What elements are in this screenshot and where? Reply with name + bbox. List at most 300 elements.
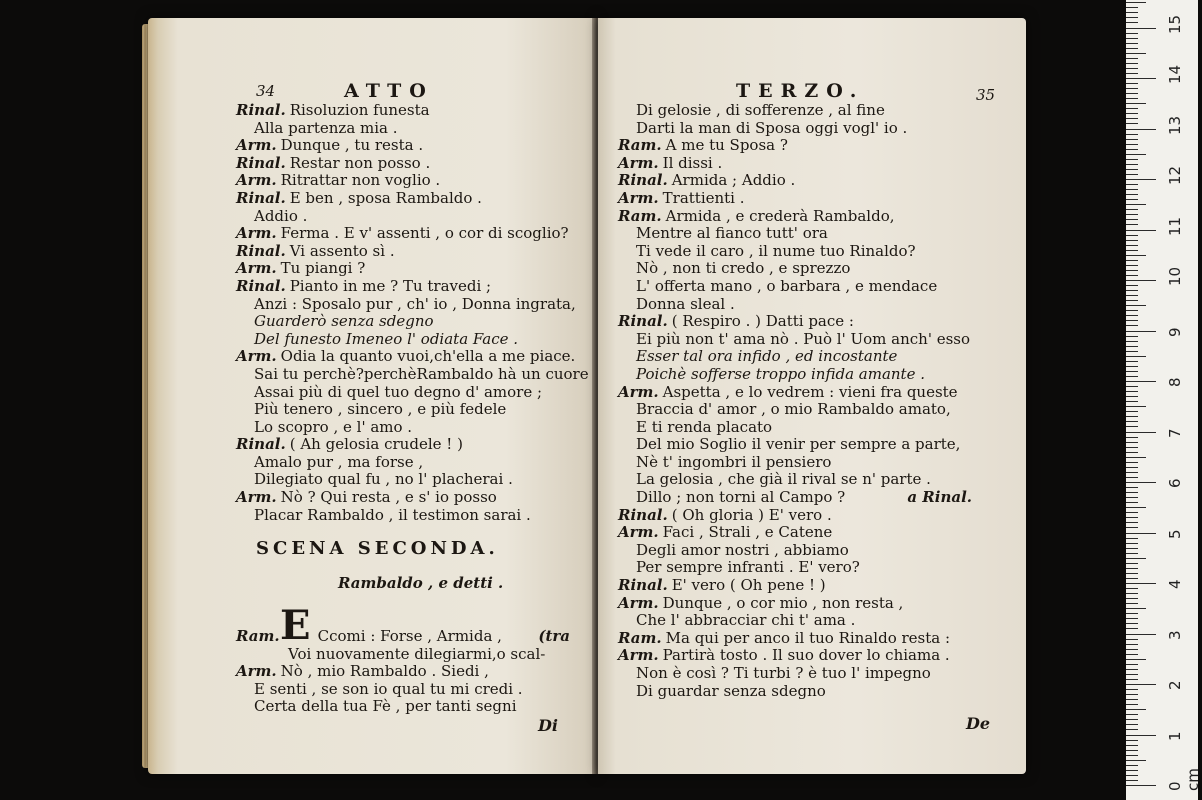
ruler-tick	[1126, 43, 1138, 44]
text-line	[618, 665, 978, 683]
ruler-tick	[1126, 199, 1138, 200]
speaker-label: Arm.	[618, 593, 659, 612]
ruler-tick	[1126, 224, 1138, 225]
text-line	[618, 208, 978, 226]
text-line	[236, 120, 576, 138]
speaker-label: Arm.	[618, 188, 659, 207]
ruler-tick	[1126, 17, 1138, 18]
text-line	[618, 137, 978, 155]
ruler-tick	[1126, 477, 1138, 478]
ruler-tick	[1126, 543, 1138, 544]
text-line	[236, 331, 576, 349]
text-line	[236, 698, 576, 716]
left-running-head: ATTO	[344, 80, 434, 102]
right-catchword: De	[966, 714, 991, 733]
text-line	[618, 471, 978, 489]
line-text: Del mio Soglio il venir per sempre a parte,	[636, 435, 961, 454]
text-line	[618, 296, 978, 314]
ruler-tick	[1126, 376, 1138, 377]
ruler-tick	[1126, 113, 1138, 114]
ruler-tick	[1126, 618, 1138, 619]
ruler-tick	[1126, 149, 1138, 150]
line-text: Poichè sofferse troppo infida amante .	[636, 364, 925, 383]
line-text: La gelosia , che già il rival se n' parte .	[636, 470, 931, 489]
line-text: Che l' abbracciar chi t' ama .	[636, 611, 856, 630]
ruler-tick	[1126, 331, 1156, 332]
margin-note: a Rinal.	[907, 488, 972, 507]
text-line	[236, 172, 576, 190]
left-text-block	[236, 101, 589, 524]
ruler-label: 1	[1166, 730, 1184, 741]
line-text: Nò , mio Rambaldo . Siedi ,	[280, 662, 489, 681]
text-line	[236, 313, 576, 331]
ruler-tick	[1126, 684, 1156, 685]
ruler-tick	[1126, 482, 1156, 483]
line-text: Dunque , tu resta .	[280, 136, 424, 155]
ruler-tick	[1126, 341, 1138, 342]
ruler-tick	[1126, 295, 1138, 296]
ruler-tick	[1126, 770, 1138, 771]
ruler-tick	[1126, 472, 1138, 473]
line-text: Faci , Strali , e Catene	[662, 523, 833, 542]
ruler-tick	[1126, 644, 1138, 645]
right-text-block	[618, 102, 978, 700]
left-page-number: 34	[256, 82, 276, 100]
ruler-tick	[1126, 745, 1138, 746]
line-text: ( Oh gloria ) E' vero .	[671, 505, 832, 524]
ruler-tick	[1126, 260, 1138, 261]
ruler-tick	[1126, 664, 1138, 665]
speaker-label: Ram.	[618, 628, 662, 647]
ruler-tick	[1126, 649, 1138, 650]
speaker-label: Rinal.	[618, 171, 668, 190]
ruler-tick	[1126, 336, 1138, 337]
ruler-tick	[1126, 154, 1146, 155]
text-line	[618, 331, 978, 349]
ruler-tick	[1126, 406, 1146, 407]
ruler-tick	[1126, 174, 1138, 175]
ruler-tick	[1126, 401, 1138, 402]
ruler-tick	[1126, 58, 1138, 59]
right-running-head: TERZO.	[736, 80, 865, 102]
line-text: Odia la quanto vuoi,ch'ella a me piace.	[280, 347, 576, 366]
ruler-label: 3	[1166, 629, 1184, 640]
ruler-tick	[1126, 598, 1138, 599]
speaker-label: Ram.	[236, 627, 280, 645]
line-text: Ti vede il caro , il nume tuo Rinaldo?	[636, 241, 916, 260]
ruler-tick	[1126, 351, 1138, 352]
speaker-label: Arm.	[618, 523, 659, 542]
ruler-tick	[1126, 68, 1138, 69]
ruler-tick	[1126, 290, 1138, 291]
text-line	[618, 243, 978, 261]
text-line	[618, 630, 978, 648]
ruler-label: 5	[1166, 528, 1184, 539]
ruler-tick	[1126, 98, 1138, 99]
ruler-tick	[1126, 553, 1138, 554]
text-line	[236, 102, 576, 120]
text-line	[618, 225, 978, 243]
line-text: Ccomi : Forse , Armida ,	[317, 627, 502, 645]
measurement-ruler	[1126, 0, 1202, 800]
ruler-tick	[1126, 250, 1138, 251]
ruler-tick	[1126, 719, 1138, 720]
ruler-tick	[1126, 467, 1138, 468]
speaker-label: Arm.	[618, 382, 659, 401]
text-line	[236, 419, 576, 437]
speaker-label: Rinal.	[236, 188, 286, 207]
ruler-tick	[1126, 462, 1138, 463]
text-line	[236, 296, 576, 314]
ruler-tick	[1126, 22, 1138, 23]
line-text: ( Respiro . ) Datti pace :	[671, 312, 854, 331]
ruler-tick	[1126, 48, 1138, 49]
line-text: Sai tu perchè?perchèRambaldo hà un cuore	[254, 364, 589, 383]
line-text: Esser tal ora infido , ed incostante	[636, 347, 898, 366]
ruler-tick	[1126, 209, 1138, 210]
ruler-label: 15	[1166, 14, 1184, 34]
text-line	[618, 102, 978, 120]
margin-note: (tra	[538, 627, 570, 645]
text-line	[618, 577, 978, 595]
line-text: Tu piangi ?	[280, 259, 366, 278]
speaker-label: Arm.	[236, 171, 277, 190]
text-line	[618, 436, 978, 454]
ruler-tick	[1126, 457, 1146, 458]
text-line	[236, 507, 576, 525]
ruler-tick	[1126, 442, 1138, 443]
scene-text-block	[236, 628, 576, 716]
text-line	[236, 137, 576, 155]
text-line	[236, 454, 576, 472]
line-text: Ritrattar non voglio .	[280, 171, 441, 190]
ruler-tick	[1126, 533, 1156, 534]
ruler-tick	[1126, 315, 1138, 316]
text-line	[236, 208, 576, 226]
ruler-tick	[1126, 487, 1138, 488]
speaker-label: Arm.	[236, 662, 277, 681]
ruler-tick	[1126, 386, 1138, 387]
ruler-tick	[1126, 2, 1146, 3]
text-line	[618, 595, 978, 613]
line-text: E ti renda placato	[636, 417, 773, 436]
line-text: Il dissi .	[662, 153, 723, 172]
ruler-tick	[1126, 33, 1138, 34]
text-line	[236, 260, 576, 278]
text-line	[618, 419, 978, 437]
speaker-label: Arm.	[236, 224, 277, 243]
ruler-tick	[1126, 270, 1138, 271]
ruler-tick	[1126, 240, 1138, 241]
ruler-tick	[1126, 517, 1138, 518]
line-text: Partirà tosto . Il suo dover lo chiama .	[662, 646, 950, 665]
ruler-tick	[1126, 659, 1146, 660]
line-text: Ferma . E v' assenti , o cor di scoglio?	[280, 224, 569, 243]
text-line	[236, 471, 576, 489]
line-text: Ma qui per anco il tuo Rinaldo resta :	[665, 628, 951, 647]
line-text: Di gelosie , di sofferenze , al fine	[636, 101, 885, 119]
ruler-tick	[1126, 356, 1146, 357]
open-book	[148, 18, 1028, 778]
speaker-label: Rinal.	[618, 312, 668, 331]
text-line	[236, 646, 576, 664]
text-line	[236, 155, 576, 173]
ruler-tick	[1126, 28, 1156, 29]
ruler-label: 13	[1166, 115, 1184, 135]
text-line	[618, 278, 978, 296]
text-line	[618, 190, 978, 208]
line-text: Armida ; Addio .	[671, 171, 796, 190]
line-text: Restar non posso .	[289, 153, 431, 172]
speaker-label: Arm.	[618, 646, 659, 665]
scene-persons: Rambaldo , e detti .	[338, 574, 504, 592]
text-line	[618, 559, 978, 577]
ruler-tick	[1126, 593, 1138, 594]
text-line	[236, 364, 589, 384]
ruler-label: 10	[1166, 266, 1184, 286]
ruler-tick	[1126, 634, 1156, 635]
ruler-tick	[1126, 144, 1138, 145]
ruler-tick	[1126, 123, 1138, 124]
speaker-label: Rinal.	[618, 505, 668, 524]
text-line	[236, 190, 576, 208]
ruler-tick	[1126, 194, 1138, 195]
ruler-tick	[1126, 169, 1138, 170]
line-text: Per sempre infranti . E' vero?	[636, 558, 860, 577]
scene-title: SCENA SECONDA.	[256, 538, 499, 559]
ruler-tick	[1126, 346, 1138, 347]
ruler-label: 11	[1166, 216, 1184, 236]
line-text: Nè t' ingombri il pensiero	[636, 452, 832, 471]
text-line	[236, 681, 576, 699]
ruler-tick	[1126, 527, 1138, 528]
speaker-label: Ram.	[618, 136, 662, 155]
ruler-tick	[1126, 73, 1138, 74]
drop-cap: E	[280, 602, 311, 649]
line-text: Di guardar senza sdegno	[636, 681, 826, 700]
ruler-label: 7	[1166, 427, 1184, 438]
ruler-tick	[1126, 118, 1138, 119]
ruler-tick	[1126, 639, 1138, 640]
ruler-tick	[1126, 381, 1156, 382]
line-text: Nò ? Qui resta , e s' io posso	[280, 488, 497, 507]
ruler-tick	[1126, 310, 1138, 311]
text-line	[618, 260, 978, 278]
line-text: Lo scopro , e l' amo .	[254, 417, 413, 436]
line-text: Ei più non t' ama nò . Può l' Uom anch' esso	[636, 329, 971, 348]
ruler-tick	[1126, 432, 1156, 433]
ruler-tick	[1126, 603, 1138, 604]
ruler-tick	[1126, 699, 1138, 700]
text-line	[618, 507, 978, 525]
ruler-label: 6	[1166, 478, 1184, 488]
ruler-tick	[1126, 689, 1138, 690]
ruler-tick	[1126, 280, 1156, 281]
ruler-tick	[1126, 437, 1138, 438]
line-text: Amalo pur , ma forse ,	[254, 452, 424, 471]
text-line	[236, 348, 576, 366]
speaker-label: Arm.	[618, 153, 659, 172]
ruler-tick	[1126, 497, 1138, 498]
ruler-tick	[1126, 159, 1138, 160]
ruler-tick	[1126, 93, 1138, 94]
text-line	[236, 225, 576, 243]
ruler-tick	[1126, 12, 1138, 13]
ruler-tick	[1126, 83, 1138, 84]
ruler-tick	[1126, 426, 1138, 427]
ruler-tick	[1126, 740, 1138, 741]
line-text: E senti , se son io qual tu mi credi .	[254, 679, 523, 698]
ruler-tick	[1126, 538, 1138, 539]
ruler-tick	[1126, 578, 1138, 579]
text-line	[618, 683, 978, 701]
line-text: Certa della tua Fè , per tanti segni	[254, 697, 517, 716]
ruler-label: 2	[1166, 680, 1184, 690]
text-line	[618, 120, 978, 138]
ruler-tick	[1126, 785, 1156, 786]
ruler-tick	[1126, 780, 1138, 781]
ruler-label: 9	[1166, 326, 1184, 337]
line-text: E ben , sposa Rambaldo .	[289, 188, 482, 207]
speaker-label: Rinal.	[236, 276, 286, 295]
line-text: Dunque , o cor mio , non resta ,	[662, 593, 904, 612]
ruler-tick	[1126, 265, 1138, 266]
text-line	[618, 401, 978, 419]
line-text: Più tenero , sincero , e più fedele	[254, 400, 507, 419]
line-text: A me tu Sposa ?	[665, 136, 788, 155]
line-text: Vi assento sì .	[289, 241, 395, 260]
ruler-tick	[1126, 735, 1156, 736]
speaker-label: Ram.	[618, 206, 662, 225]
ruler-tick	[1126, 573, 1138, 574]
ruler-tick	[1126, 563, 1138, 564]
ruler-tick	[1126, 568, 1138, 569]
ruler-tick	[1126, 714, 1138, 715]
ruler-tick	[1126, 704, 1138, 705]
ruler-label: 14	[1166, 64, 1184, 84]
ruler-tick	[1126, 447, 1138, 448]
line-text: Placar Rambaldo , il testimon sarai .	[254, 505, 531, 524]
ruler-tick	[1126, 108, 1138, 109]
text-line	[236, 489, 576, 507]
ruler-tick	[1126, 214, 1138, 215]
text-line	[618, 366, 978, 384]
ruler-tick	[1126, 391, 1138, 392]
ruler-tick	[1126, 134, 1138, 135]
ruler-tick	[1126, 623, 1138, 624]
line-text: Nò , non ti credo , e sprezzo	[636, 259, 851, 278]
ruler-tick	[1126, 235, 1138, 236]
ruler-tick	[1126, 305, 1146, 306]
ruler-tick	[1126, 325, 1138, 326]
ruler-tick	[1126, 285, 1138, 286]
ruler-tick	[1126, 709, 1146, 710]
text-line	[236, 628, 576, 646]
speaker-label: Rinal.	[236, 101, 286, 119]
line-text: Voi nuovamente dilegiarmi,o scal-	[288, 644, 546, 663]
ruler-tick	[1126, 765, 1138, 766]
line-text: Armida , e crederà Rambaldo,	[665, 206, 895, 225]
ruler-tick	[1126, 38, 1138, 39]
ruler-tick	[1126, 628, 1138, 629]
text-line	[618, 489, 978, 507]
ruler-tick	[1126, 88, 1138, 89]
ruler-tick	[1126, 694, 1138, 695]
ruler-tick	[1126, 452, 1138, 453]
text-line	[236, 663, 576, 681]
ruler-tick	[1126, 129, 1156, 130]
line-text: Risoluzion funesta	[289, 101, 430, 119]
ruler-tick	[1126, 502, 1138, 503]
speaker-label: Rinal.	[236, 241, 286, 260]
ruler-tick	[1126, 411, 1138, 412]
line-text: E' vero ( Oh pene ! )	[671, 576, 826, 595]
speaker-label: Rinal.	[618, 576, 668, 595]
ruler-tick	[1126, 522, 1138, 523]
line-text: Assai più di quel tuo degno d' amore ;	[254, 382, 543, 401]
text-line	[618, 155, 978, 173]
line-text: Dilegiato qual fu , no l' placherai .	[254, 470, 513, 489]
line-text: ( Ah gelosia crudele ! )	[289, 435, 463, 454]
ruler-tick	[1126, 421, 1138, 422]
text-line	[618, 348, 978, 366]
text-line	[618, 384, 978, 402]
text-line	[236, 384, 576, 402]
line-text: Pianto in me ? Tu travedi ;	[289, 276, 492, 295]
ruler-tick	[1126, 255, 1146, 256]
line-text: Trattienti .	[662, 188, 745, 207]
ruler-label: 12	[1166, 165, 1184, 185]
ruler-tick	[1126, 512, 1138, 513]
ruler-tick	[1126, 613, 1138, 614]
right-page-number: 35	[976, 86, 996, 104]
ruler-tick	[1126, 583, 1156, 584]
ruler-tick	[1126, 416, 1138, 417]
line-text: Darti la man di Sposa oggi vogl' io .	[636, 118, 908, 137]
line-text: Mentre al fianco tutt' ora	[636, 224, 828, 243]
speaker-label: Arm.	[236, 136, 277, 155]
ruler-tick	[1126, 230, 1156, 231]
ruler-tick	[1126, 755, 1138, 756]
ruler-tick	[1126, 179, 1156, 180]
line-text: Del funesto Imeneo l' odiata Face .	[254, 329, 519, 348]
ruler-tick	[1126, 729, 1138, 730]
ruler-tick	[1126, 189, 1138, 190]
ruler-tick	[1126, 361, 1138, 362]
ruler-tick	[1126, 7, 1138, 8]
ruler-tick	[1126, 558, 1146, 559]
right-page	[598, 18, 1026, 774]
ruler-tick	[1126, 371, 1138, 372]
ruler-tick	[1126, 654, 1138, 655]
ruler-tick	[1126, 608, 1146, 609]
ruler-tick	[1126, 245, 1138, 246]
ruler-tick	[1126, 492, 1138, 493]
speaker-label: Rinal.	[236, 153, 286, 172]
line-text: Degli amor nostri , abbiamo	[636, 540, 849, 559]
ruler-tick	[1126, 679, 1138, 680]
line-text: Aspetta , e lo vedrem : vieni fra queste	[662, 382, 958, 401]
ruler-tick	[1126, 204, 1146, 205]
ruler-tick	[1126, 103, 1146, 104]
ruler-tick	[1126, 320, 1138, 321]
text-line	[236, 278, 576, 296]
ruler-tick	[1126, 548, 1138, 549]
ruler-tick	[1126, 184, 1138, 185]
ruler-tick	[1126, 164, 1138, 165]
text-line	[236, 401, 576, 419]
ruler-tick	[1126, 750, 1138, 751]
